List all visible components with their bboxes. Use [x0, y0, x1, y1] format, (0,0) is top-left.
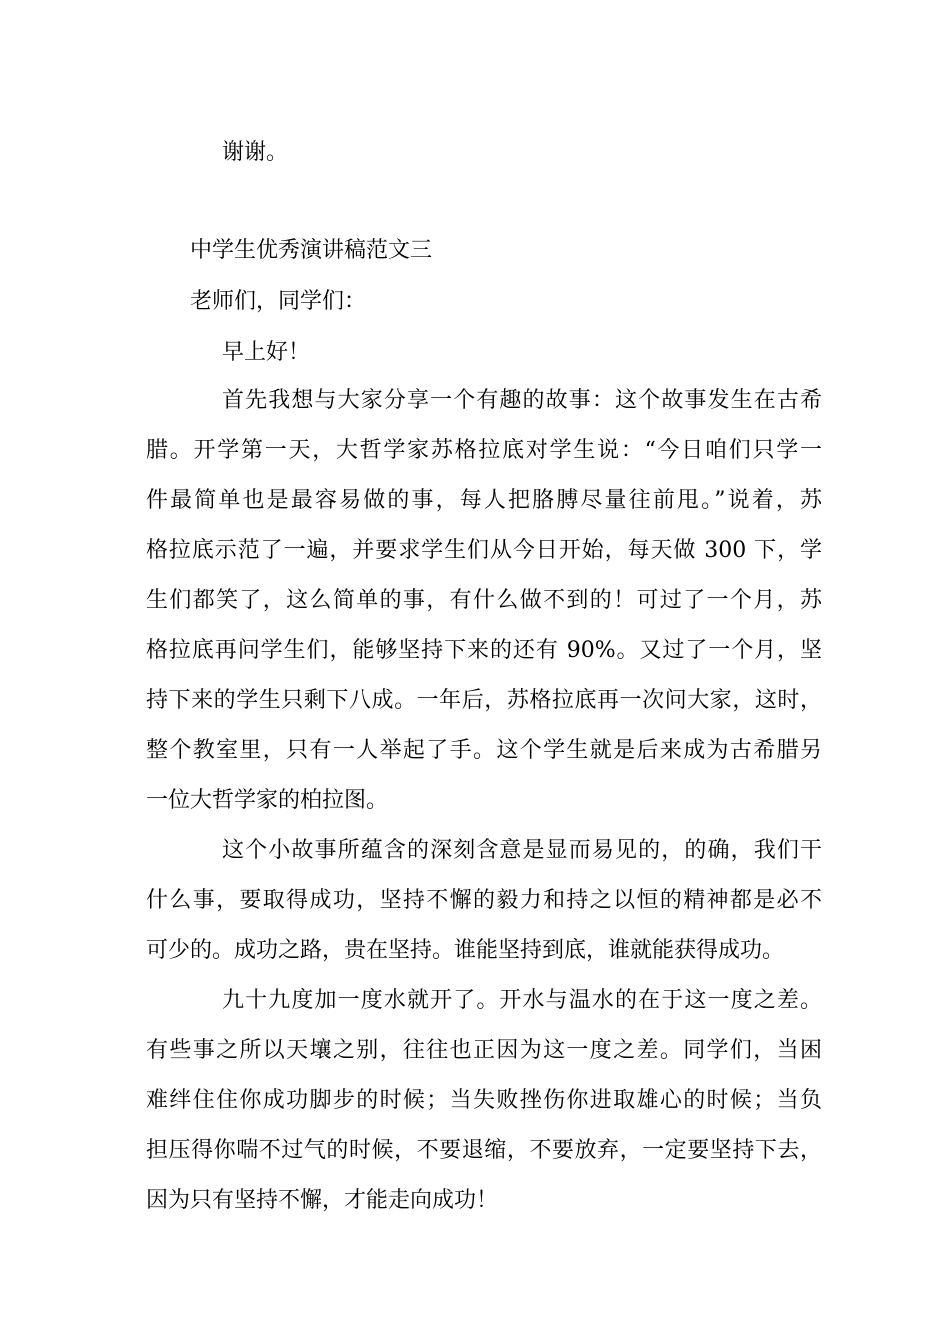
paragraph-3-line-5: 因为只有坚持不懈，才能走向成功！: [146, 1188, 499, 1213]
greeting: 早上好！: [222, 340, 311, 365]
paragraph-2-line-2: 什么事，要取得成功，坚持不懈的毅力和持之以恒的精神都是必不: [146, 888, 822, 913]
paragraph-3-line-2: 有些事之所以天壤之别，往往也正因为这一度之差。同学们，当困: [146, 1038, 822, 1063]
paragraph-1-line-8: 整个教室里，只有一人举起了手。这个学生就是后来成为古希腊另: [146, 738, 822, 763]
paragraph-1-line-2: 腊。开学第一天，大哲学家苏格拉底对学生说：“今日咱们只学一: [146, 438, 822, 463]
paragraph-1-line-1: 首先我想与大家分享一个有趣的故事：这个故事发生在古希: [222, 388, 822, 413]
paragraph-3-line-3: 难绊住住你成功脚步的时候；当失败挫伤你进取雄心的时候；当负: [146, 1088, 822, 1113]
paragraph-1-line-6: 格拉底再问学生们，能够坚持下来的还有 90%。又过了一个月，坚: [146, 638, 822, 663]
paragraph-1-line-4: 格拉底示范了一遍，并要求学生们从今日开始，每天做 300 下，学: [146, 538, 822, 563]
paragraph-3-line-4: 担压得你喘不过气的时候，不要退缩，不要放弃，一定要坚持下去，: [146, 1138, 822, 1163]
paragraph-2-line-3: 可少的。成功之路，贵在坚持。谁能坚持到底，谁就能获得成功。: [146, 938, 785, 963]
paragraph-1-line-9: 一位大哲学家的柏拉图。: [146, 788, 389, 813]
paragraph-1-line-5: 生们都笑了，这么简单的事，有什么做不到的！可过了一个月，苏: [146, 588, 822, 613]
paragraph-1-line-7: 持下来的学生只剩下八成。一年后，苏格拉底再一次问大家，这时，: [146, 688, 822, 713]
section-title: 中学生优秀演讲稿范文三: [190, 238, 433, 263]
paragraph-1-line-3: 件最简单也是最容易做的事，每人把胳膊尽量往前甩。”说着，苏: [146, 488, 822, 513]
closing-thanks: 谢谢。: [222, 140, 289, 165]
salutation: 老师们，同学们：: [190, 289, 367, 314]
paragraph-3-line-1: 九十九度加一度水就开了。开水与温水的在于这一度之差。: [222, 988, 822, 1013]
paragraph-2-line-1: 这个小故事所蕴含的深刻含意是显而易见的，的确，我们干: [222, 838, 822, 863]
